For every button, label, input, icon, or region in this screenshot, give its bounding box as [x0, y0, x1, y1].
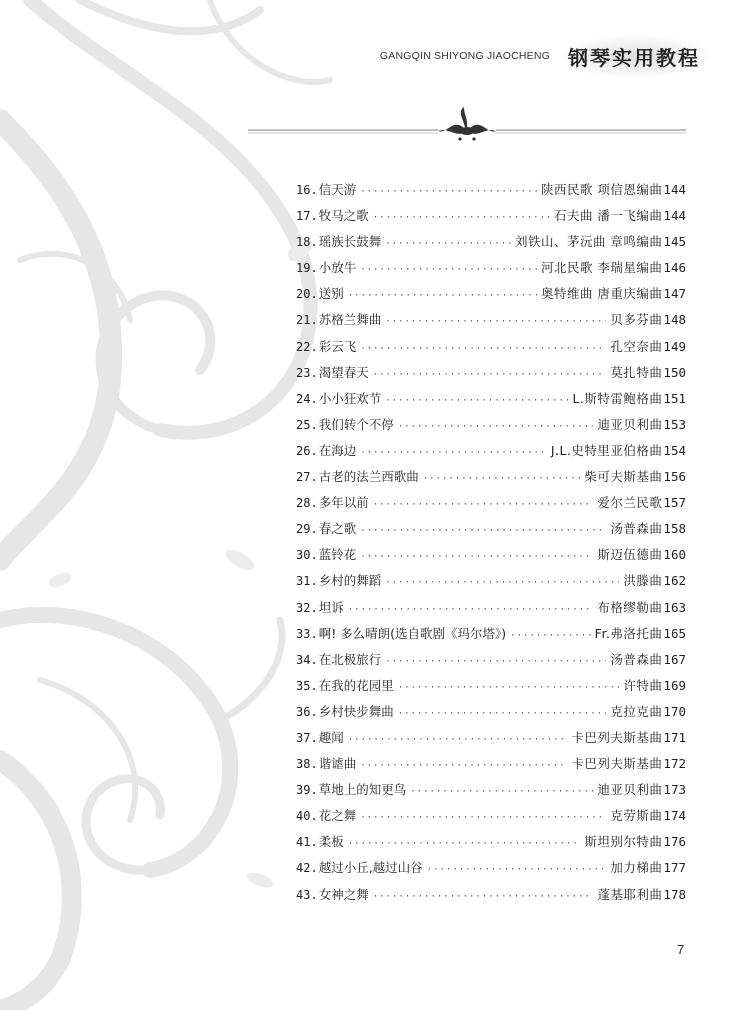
toc-entry[interactable]	[296, 803, 686, 829]
entry-number: 34.	[296, 652, 318, 667]
entry-page: 147	[663, 286, 686, 302]
entry-page: 176	[663, 834, 686, 850]
entry-title: 谐谑曲	[318, 756, 357, 772]
entry-number: 29.	[296, 522, 318, 537]
entry-composer: 河北民歌 李瑞星编曲	[540, 260, 663, 276]
entry-composer: 贝多芬曲	[610, 312, 663, 328]
entry-number: 33.	[296, 626, 318, 641]
entry-number: 19.	[296, 261, 318, 276]
toc-entry[interactable]	[296, 203, 686, 229]
dot-leader	[360, 544, 593, 570]
entry-number: 30.	[296, 548, 318, 563]
header-subtitle: GANGQIN SHIYONG JIAOCHENG	[379, 50, 550, 62]
toc-entry[interactable]	[296, 621, 686, 647]
entry-composer: 陕西民歌 项信恩编曲	[540, 182, 663, 197]
entry-composer: 卡巴列夫斯基曲	[571, 729, 663, 745]
entry-page: 177	[663, 860, 686, 876]
entry-page: 145	[663, 234, 686, 250]
entry-title: 女神之舞	[318, 886, 369, 902]
toc-entry[interactable]	[296, 255, 686, 281]
dot-leader	[360, 805, 606, 831]
dot-leader	[398, 675, 620, 701]
entry-number: 20.	[296, 287, 318, 302]
running-header	[380, 36, 706, 76]
entry-composer: 斯坦别尔特曲	[584, 834, 663, 850]
entry-page: 165	[663, 625, 686, 641]
toc-entry[interactable]	[296, 307, 686, 333]
page-number: 7	[677, 942, 685, 957]
entry-composer: 石夫曲 潘一飞编曲	[553, 208, 663, 224]
ornamental-divider	[248, 105, 686, 145]
entry-title: 信天游	[318, 182, 357, 197]
entry-page: 144	[663, 208, 686, 224]
entry-page: 146	[663, 260, 686, 276]
entry-composer: 斯迈伍德曲	[597, 547, 663, 563]
toc-entry[interactable]	[296, 281, 686, 307]
entry-page: 178	[663, 886, 686, 902]
dot-leader	[360, 179, 537, 205]
entry-title: 我们转个不停	[318, 416, 394, 432]
entry-number: 36.	[296, 704, 318, 719]
dot-leader	[423, 466, 581, 492]
toc-entry[interactable]	[296, 334, 686, 360]
toc-entry[interactable]	[296, 595, 686, 621]
dot-leader	[360, 257, 537, 283]
dot-leader	[373, 492, 594, 518]
entry-page: 154	[663, 442, 686, 458]
entry-composer: 卡巴列夫斯基曲	[571, 756, 663, 772]
entry-composer: 迪亚贝利曲	[597, 416, 663, 432]
dot-leader	[360, 753, 567, 779]
entry-number: 22.	[296, 339, 318, 354]
entry-page: 151	[663, 390, 686, 406]
entry-composer: 汤普森曲	[610, 521, 663, 537]
dot-leader	[348, 597, 594, 623]
dot-leader	[427, 857, 607, 883]
entry-page: 160	[663, 547, 686, 563]
entry-composer: Fr.弗洛托曲	[594, 625, 663, 641]
dot-leader	[398, 414, 594, 440]
entry-number: 40.	[296, 809, 318, 824]
entry-title: 春之歌	[318, 521, 357, 537]
toc-entry[interactable]	[296, 725, 686, 751]
entry-page: 156	[663, 469, 686, 485]
entry-composer: 加力梯曲	[610, 860, 663, 876]
entry-title: 彩云飞	[318, 338, 357, 354]
toc-entry[interactable]	[296, 516, 686, 542]
toc-entry[interactable]	[296, 464, 686, 490]
dot-leader	[373, 884, 594, 910]
entry-title: 在我的花园里	[318, 677, 394, 693]
entry-page: 167	[663, 651, 686, 667]
dot-leader	[385, 570, 619, 596]
entry-number: 18.	[296, 235, 318, 250]
entry-composer: 布格缪勒曲	[597, 599, 663, 615]
toc-entry[interactable]	[296, 777, 686, 803]
entry-page: 171	[663, 729, 686, 745]
dot-leader	[385, 309, 606, 335]
entry-composer: 莫扎特曲	[610, 364, 663, 380]
entry-composer: 克拉克曲	[610, 703, 663, 719]
dot-leader	[510, 623, 590, 649]
dot-leader	[360, 440, 547, 466]
entry-composer: 孔空奈曲	[610, 338, 663, 354]
entry-number: 43.	[296, 887, 318, 902]
dot-leader	[385, 649, 606, 675]
entry-title: 草地上的知更鸟	[318, 782, 407, 798]
entry-number: 24.	[296, 391, 318, 406]
entry-number: 27.	[296, 470, 318, 485]
entry-composer: 蓬基耶利曲	[597, 886, 663, 902]
entry-page: 173	[663, 782, 686, 798]
dot-leader	[360, 336, 606, 362]
entry-composer: 迪亚贝利曲	[597, 782, 663, 798]
dot-leader	[348, 727, 568, 753]
entry-title: 坦诉	[318, 599, 344, 615]
entry-page: 157	[663, 495, 686, 511]
toc-entry[interactable]	[296, 829, 686, 855]
toc-entry[interactable]	[296, 229, 686, 255]
toc-entry[interactable]	[296, 386, 686, 412]
entry-number: 26.	[296, 443, 318, 458]
entry-title: 花之舞	[318, 808, 357, 824]
entry-composer: 汤普森曲	[610, 651, 663, 667]
dot-leader	[373, 205, 550, 231]
entry-number: 31.	[296, 574, 318, 589]
entry-page: 153	[663, 416, 686, 432]
entry-number: 28.	[296, 496, 318, 511]
entry-composer: J.L.史特里亚伯格曲	[550, 442, 663, 458]
toc-entry[interactable]	[296, 438, 686, 464]
entry-composer: L.斯特雷鲍格曲	[572, 390, 663, 406]
entry-composer: 柴可夫斯基曲	[584, 469, 663, 485]
entry-composer: 奥特维曲 唐重庆编曲	[540, 286, 663, 302]
toc-entry[interactable]	[296, 490, 686, 516]
entry-number: 23.	[296, 365, 318, 380]
dot-leader	[385, 388, 568, 414]
toc-entry[interactable]	[296, 699, 686, 725]
entry-number: 37.	[296, 730, 318, 745]
entry-title: 在海边	[318, 442, 357, 458]
toc-entry[interactable]	[296, 673, 686, 699]
table-of-contents	[296, 177, 686, 908]
toc-entry[interactable]	[296, 855, 686, 881]
entry-title: 蓝铃花	[318, 547, 357, 563]
entry-number: 38.	[296, 757, 318, 772]
entry-title: 越过小丘,越过山谷	[318, 860, 423, 876]
dot-leader	[360, 518, 606, 544]
dot-leader	[398, 701, 607, 727]
entry-page: 172	[663, 756, 686, 772]
entry-composer: 克劳斯曲	[610, 808, 663, 824]
entry-number: 41.	[296, 835, 318, 850]
entry-title: 多年以前	[318, 495, 369, 511]
toc-entry[interactable]	[296, 647, 686, 673]
toc-entry[interactable]	[296, 177, 686, 203]
entry-page: 169	[663, 677, 686, 693]
dot-leader	[410, 779, 593, 805]
entry-title: 渴望春天	[318, 364, 369, 380]
entry-page: 149	[663, 338, 686, 354]
dot-leader	[348, 283, 537, 309]
entry-title: 乡村快步舞曲	[318, 703, 394, 719]
entry-page: 170	[663, 703, 686, 719]
entry-title: 古老的法兰西歌曲	[318, 469, 419, 485]
toc-entry[interactable]	[296, 568, 686, 594]
dot-leader	[385, 231, 511, 257]
entry-title: 瑶族长鼓舞	[318, 234, 382, 250]
entry-composer: 洪滕曲	[623, 573, 663, 589]
toc-entry[interactable]	[296, 412, 686, 438]
toc-entry[interactable]	[296, 882, 686, 908]
entry-number: 17.	[296, 209, 318, 224]
entry-title: 趣闻	[318, 729, 344, 745]
entry-page: 163	[663, 599, 686, 615]
entry-page: 162	[663, 573, 686, 589]
entry-title: 乡村的舞蹈	[318, 573, 382, 589]
entry-number: 42.	[296, 861, 318, 876]
dot-leader	[373, 362, 607, 388]
entry-title: 苏格兰舞曲	[318, 312, 382, 328]
entry-number: 35.	[296, 678, 318, 693]
toc-entry[interactable]	[296, 542, 686, 568]
entry-title: 啊! 多么晴朗(选自歌剧《玛尔塔》)	[318, 625, 507, 641]
entry-title: 牧马之歌	[318, 208, 369, 224]
entry-composer: 刘铁山、茅沅曲 章鸣编曲	[514, 234, 663, 250]
entry-number: 25.	[296, 417, 318, 432]
entry-page: 158	[663, 521, 686, 537]
toc-entry[interactable]	[296, 360, 686, 386]
entry-page: 150	[663, 364, 686, 380]
entry-number: 16.	[296, 183, 318, 197]
entry-number: 32.	[296, 600, 318, 615]
toc-entry[interactable]	[296, 751, 686, 777]
entry-page: 148	[663, 312, 686, 328]
entry-page: 174	[663, 808, 686, 824]
entry-number: 21.	[296, 313, 318, 328]
entry-title: 在北极旅行	[318, 651, 382, 667]
entry-title: 小小狂欢节	[318, 390, 382, 406]
header-title: 钢琴实用教程	[562, 40, 706, 73]
entry-title: 小放牛	[318, 260, 357, 276]
entry-title: 柔板	[318, 834, 344, 850]
entry-composer: 许特曲	[623, 677, 663, 693]
dot-leader	[348, 831, 581, 857]
entry-composer: 爱尔兰民歌	[597, 495, 663, 511]
entry-title: 送别	[318, 286, 344, 302]
entry-page: 144	[663, 182, 686, 197]
entry-number: 39.	[296, 783, 318, 798]
